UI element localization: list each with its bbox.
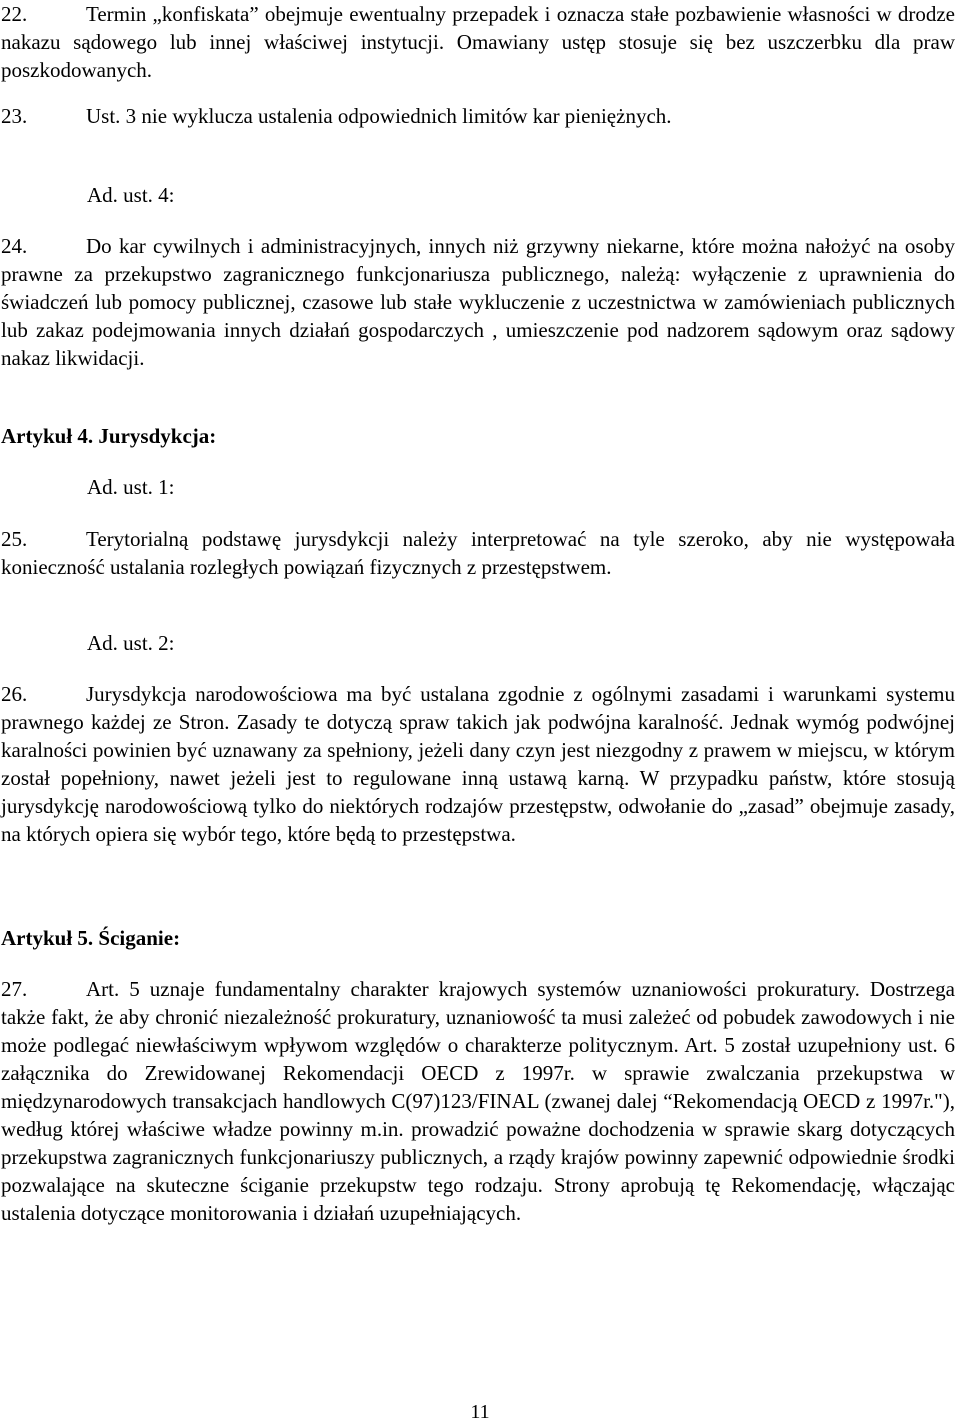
paragraph-text: Termin „konfiskata” obejmuje ewentualny przepadek i oznacza stałe pozbawienie własności w drodze nakazu sądowego lub innej właściwej instytucji. Omawiany ustęp stosuje się bez uszczerbku dla praw poszkodowanych.	[1, 2, 955, 82]
paragraph-text: Art. 5 uznaje fundamentalny charakter krajowych systemów uznaniowości prokuratury. Dostrzega także fakt, że aby chronić niezależność prokuratury, uznaniowość ta musi zależeć od pobudek zawodowych i nie może podlegać niewłaściwym wpływom względów o charakterze politycznym. Art. 5 został uzupełniony ust. 6 załącznika do Zrewidowanej Rekomendacji OECD z 1997r. w sprawie zwalczania przekupstwa w międzynarodowych transakcjach handlowych C(97)123/FINAL (zwanej dalej “Rekomendacją OECD z 1997r."), według której właściwe władze powinny m.in. prowadzić poważne dochodzenia w sprawie skarg dotyczących przekupstwa zagranicznych funkcjonariuszy publicznych, a rządy krajów powinny zapewnić odpowiednie środki pozwalające na skuteczne ściganie przekupstw tego rodzaju. Strony aprobują tę Rekomendację, włączając ustalenia dotyczące monitorowania i działań uzupełniających.	[1, 977, 955, 1225]
subheading-ad-ust-1: Ad. ust. 1:	[87, 475, 175, 499]
subheading-ad-ust-4: Ad. ust. 4:	[87, 183, 175, 207]
paragraph-text: Do kar cywilnych i administracyjnych, innych niż grzywny niekarne, które można nałożyć na osoby prawne za przekupstwo zagranicznego funkcjonariusza publicznego, należą: wyłączenie z uprawnienia do świadczeń lub pomocy publicznej, czasowe lub stałe wykluczenie z uczestnictwa w zamówieniach publicznych lub zakaz podejmowania innych działań gospodarczych , umieszczenie pod nadzorem sądowym oraz sądowy nakaz likwidacji.	[1, 234, 955, 370]
paragraph-23	[1, 102, 955, 130]
paragraph-24	[1, 232, 955, 372]
paragraph-22	[1, 0, 955, 84]
paragraph-text: Jurysdykcja narodowościowa ma być ustalana zgodnie z ogólnymi zasadami i warunkami systemu prawnego każdej ze Stron. Zasady te dotyczą spraw takich jak podwójna karalność. Jednak wymóg podwójnej karalności powinien być uznawany za spełniony, jeżeli dany czyn jest niezgodny z prawem w miejscu, w którym został popełniony, nawet jeżeli jest to regulowane inną ustawą karną. W przypadku państw, które stosują jurysdykcję narodowościową tylko do niektórych rodzajów przestępstw, odwołanie do „zasad” obejmuje zasady, na których opiera się wybór tego, które będą to przestępstwa.	[1, 682, 955, 846]
paragraph-27	[1, 975, 955, 1227]
paragraph-number: 24.	[1, 234, 28, 258]
paragraph-text: Terytorialną podstawę jurysdykcji należy interpretować na tyle szeroko, aby nie występowała konieczność ustalania rozległych powiązań fizycznych z przestępstwem.	[1, 527, 955, 579]
paragraph-number: 22.	[1, 2, 28, 26]
heading-artykul-4: Artykuł 4. Jurysdykcja:	[1, 424, 217, 448]
paragraph-number: 26.	[1, 682, 28, 706]
paragraph-number: 23.	[1, 104, 28, 128]
paragraph-text: Ust. 3 nie wyklucza ustalenia odpowiednich limitów kar pieniężnych.	[86, 104, 672, 128]
page-number: 11	[470, 1401, 490, 1423]
paragraph-number: 27.	[1, 977, 28, 1001]
subheading-ad-ust-2: Ad. ust. 2:	[87, 631, 175, 655]
paragraph-number: 25.	[1, 527, 28, 551]
paragraph-26	[1, 680, 955, 848]
heading-artykul-5: Artykuł 5. Ściganie:	[1, 926, 181, 950]
paragraph-25	[1, 525, 955, 581]
